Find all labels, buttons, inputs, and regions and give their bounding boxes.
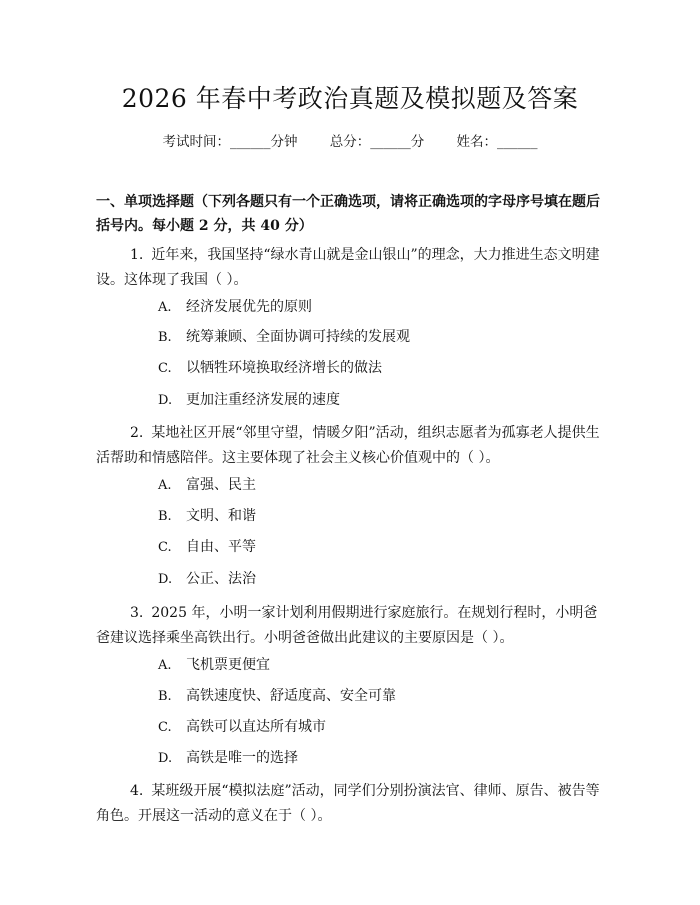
question-2 (96, 421, 602, 471)
option-text: 高铁可以直达所有城市 (186, 719, 326, 735)
option-text: 公正、法治 (186, 571, 256, 587)
exam-time: 考试时间：______分钟 (162, 134, 298, 150)
option-letter: B. (158, 509, 172, 524)
question-number: 4. (130, 783, 144, 799)
option-2b (158, 506, 256, 527)
exam-title: 2026 年春中考政治真题及模拟题及答案 (121, 84, 579, 113)
option-text: 统筹兼顾、全面协调可持续的发展观 (186, 329, 410, 345)
option-1d (158, 390, 340, 411)
question-number: 3. (130, 605, 144, 621)
question-text: 近年来，我国坚持“绿水青山就是金山银山”的理念，大力推进生态文明建设。这体现了我国（ ）。 (96, 247, 600, 288)
option-text: 高铁速度快、舒适度高、安全可靠 (186, 688, 396, 704)
option-letter: B. (158, 689, 172, 704)
option-text: 富强、民主 (186, 477, 256, 493)
option-text: 更加注重经济发展的速度 (186, 392, 340, 408)
student-name: 姓名：______ (456, 134, 538, 150)
option-letter: D. (158, 393, 173, 408)
option-3b (158, 686, 396, 707)
option-1c (158, 358, 382, 379)
option-text: 以牺牲环境换取经济增长的做法 (186, 360, 382, 376)
option-1b (158, 327, 410, 348)
option-letter: C. (158, 720, 172, 735)
option-2c (158, 537, 256, 558)
option-3c (158, 717, 326, 738)
option-letter: C. (158, 540, 172, 555)
option-1a (158, 297, 312, 318)
question-number: 1. (130, 247, 144, 263)
option-text: 自由、平等 (186, 539, 256, 555)
option-letter: A. (158, 658, 172, 673)
question-text: 某班级开展“模拟法庭”活动，同学们分别扮演法官、律师、原告、被告等角色。开展这一活动的意义在于（ ）。 (96, 783, 600, 824)
question-4 (96, 779, 602, 829)
question-text: 某地社区开展“邻里守望，情暖夕阳”活动，组织志愿者为孤寡老人提供生活帮助和情感陪伴。这主要体现了社会主义核心价值观中的（ ）。 (96, 425, 600, 466)
option-text: 高铁是唯一的选择 (186, 750, 298, 766)
option-letter: D. (158, 751, 173, 766)
option-letter: C. (158, 361, 172, 376)
option-2d (158, 569, 256, 590)
option-letter: B. (158, 330, 172, 345)
question-number: 2. (130, 425, 144, 441)
option-text: 经济发展优先的原则 (186, 299, 312, 315)
section-heading: 一、单项选择题（下列各题只有一个正确选项，请将正确选项的字母序号填在题后括号内。每小题 2 分，共 40 分） (96, 194, 600, 234)
exam-meta (0, 132, 700, 152)
option-2a (158, 475, 256, 496)
exam-score: 总分：______分 (329, 134, 425, 150)
option-3a (158, 655, 270, 676)
option-letter: D. (158, 572, 173, 587)
option-3d (158, 748, 298, 769)
question-3 (96, 601, 602, 651)
option-text: 文明、和谐 (186, 508, 256, 524)
option-letter: A. (158, 478, 172, 493)
question-1 (96, 243, 602, 293)
question-text: 2025 年，小明一家计划利用假期进行家庭旅行。在规划行程时，小明爸爸建议选择乘坐高铁出行。小明爸爸做出此建议的主要原因是（ ）。 (96, 605, 598, 646)
option-letter: A. (158, 300, 172, 315)
option-text: 飞机票更便宜 (186, 657, 270, 673)
